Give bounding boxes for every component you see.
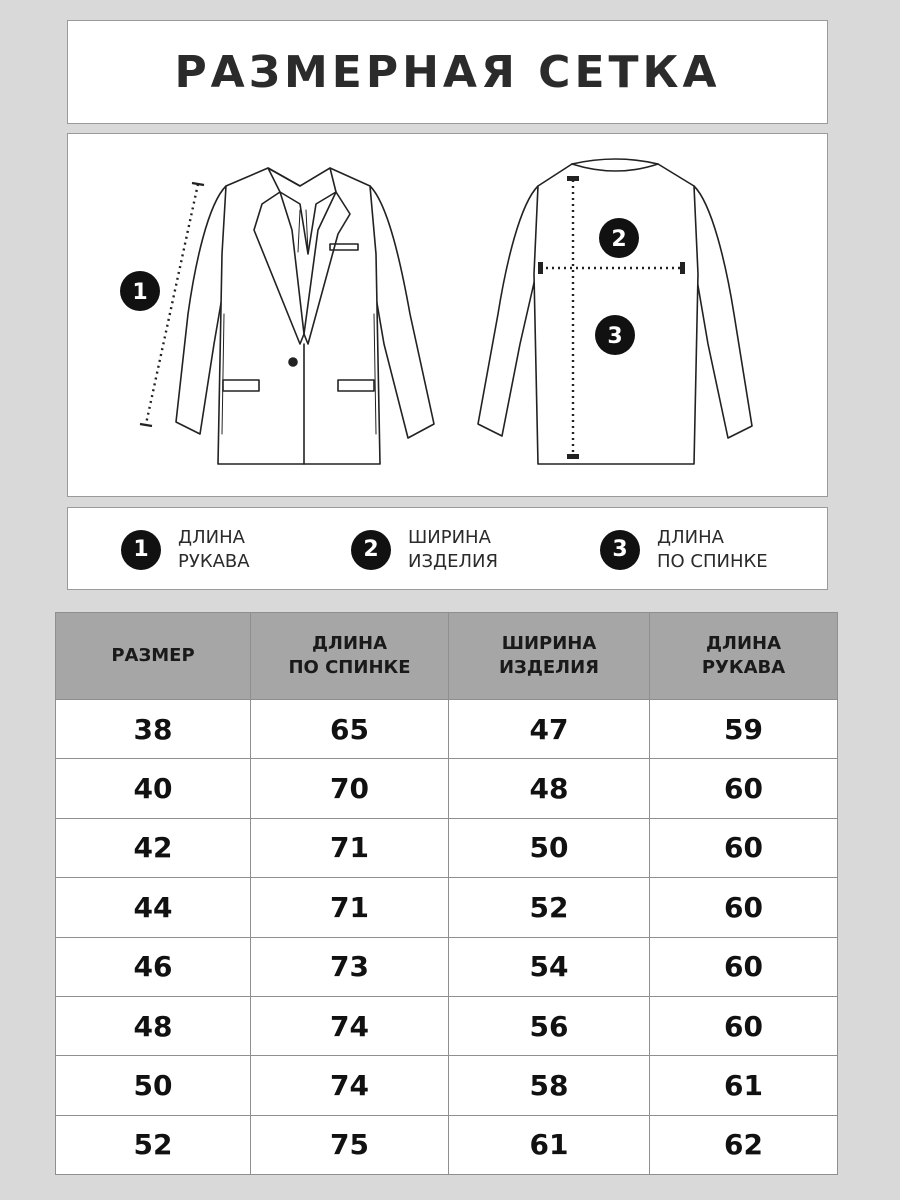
legend-label-line2: ИЗДЕЛИЯ bbox=[408, 550, 498, 572]
legend-label-line1: ШИРИНА bbox=[408, 526, 491, 548]
cell-size: 44 bbox=[56, 878, 251, 937]
table-row bbox=[56, 996, 838, 1055]
cell-size: 40 bbox=[56, 759, 251, 818]
cell-size: 48 bbox=[56, 996, 251, 1055]
header-back-length: ДЛИНА ПО СПИНКЕ bbox=[251, 613, 449, 700]
jacket-front-drawing bbox=[176, 168, 434, 464]
cell-sleeve-length: 60 bbox=[650, 937, 838, 996]
legend-number-2-icon: 2 bbox=[351, 530, 391, 570]
table-row bbox=[56, 878, 838, 937]
cell-product-width: 61 bbox=[449, 1115, 650, 1174]
cell-back-length: 75 bbox=[251, 1115, 449, 1174]
table-row bbox=[56, 1115, 838, 1174]
jacket-diagram bbox=[68, 134, 829, 498]
cell-product-width: 50 bbox=[449, 818, 650, 877]
marker-1-icon bbox=[120, 271, 160, 311]
cell-size: 42 bbox=[56, 818, 251, 877]
cell-product-width: 47 bbox=[449, 700, 650, 759]
marker-3-icon bbox=[595, 315, 635, 355]
cell-sleeve-length: 60 bbox=[650, 818, 838, 877]
cell-product-width: 48 bbox=[449, 759, 650, 818]
legend-number-1-icon: 1 bbox=[121, 530, 161, 570]
legend-label-line1: ДЛИНА bbox=[178, 526, 245, 548]
cell-sleeve-length: 60 bbox=[650, 878, 838, 937]
cell-back-length: 65 bbox=[251, 700, 449, 759]
cell-back-length: 74 bbox=[251, 996, 449, 1055]
back-right-sleeve bbox=[694, 186, 752, 438]
table-row bbox=[56, 818, 838, 877]
table-row bbox=[56, 700, 838, 759]
svg-text:2: 2 bbox=[611, 227, 627, 252]
cell-size: 50 bbox=[56, 1056, 251, 1115]
table-row bbox=[56, 759, 838, 818]
front-right-sleeve bbox=[370, 186, 434, 438]
legend-label-line2: ПО СПИНКЕ bbox=[657, 550, 768, 572]
back-left-sleeve bbox=[478, 186, 538, 436]
cell-size: 38 bbox=[56, 700, 251, 759]
table-row bbox=[56, 1056, 838, 1115]
front-button bbox=[289, 358, 297, 366]
legend-item-back-length bbox=[600, 508, 768, 591]
cell-product-width: 52 bbox=[449, 878, 650, 937]
cell-product-width: 56 bbox=[449, 996, 650, 1055]
legend-number-3-icon: 3 bbox=[600, 530, 640, 570]
cell-back-length: 71 bbox=[251, 818, 449, 877]
cell-back-length: 71 bbox=[251, 878, 449, 937]
table-row bbox=[56, 937, 838, 996]
marker-2-icon bbox=[599, 218, 639, 258]
cell-size: 46 bbox=[56, 937, 251, 996]
legend-item-sleeve-length bbox=[121, 508, 250, 591]
jacket-diagram-panel bbox=[67, 133, 828, 497]
svg-text:1: 1 bbox=[132, 280, 148, 305]
legend-item-product-width bbox=[351, 508, 498, 591]
cell-sleeve-length: 60 bbox=[650, 759, 838, 818]
cell-size: 52 bbox=[56, 1115, 251, 1174]
cell-back-length: 73 bbox=[251, 937, 449, 996]
cell-back-length: 70 bbox=[251, 759, 449, 818]
jacket-back-drawing bbox=[478, 159, 752, 464]
front-body bbox=[218, 168, 380, 464]
header-sleeve-length: ДЛИНА РУКАВА bbox=[650, 613, 838, 700]
back-body bbox=[534, 159, 698, 464]
page-title: РАЗМЕРНАЯ СЕТКА bbox=[174, 46, 721, 98]
legend-label-line2: РУКАВА bbox=[178, 550, 250, 572]
cell-product-width: 58 bbox=[449, 1056, 650, 1115]
cell-sleeve-length: 61 bbox=[650, 1056, 838, 1115]
title-panel bbox=[67, 20, 828, 124]
table-header-row bbox=[56, 613, 838, 700]
legend-panel bbox=[67, 507, 828, 590]
cell-sleeve-length: 62 bbox=[650, 1115, 838, 1174]
cell-back-length: 74 bbox=[251, 1056, 449, 1115]
cell-sleeve-length: 60 bbox=[650, 996, 838, 1055]
legend-label-line1: ДЛИНА bbox=[657, 526, 724, 548]
header-size: РАЗМЕР bbox=[56, 613, 251, 700]
svg-text:3: 3 bbox=[607, 324, 623, 349]
cell-sleeve-length: 59 bbox=[650, 700, 838, 759]
cell-product-width: 54 bbox=[449, 937, 650, 996]
header-product-width: ШИРИНА ИЗДЕЛИЯ bbox=[449, 613, 650, 700]
size-table bbox=[55, 612, 838, 1175]
